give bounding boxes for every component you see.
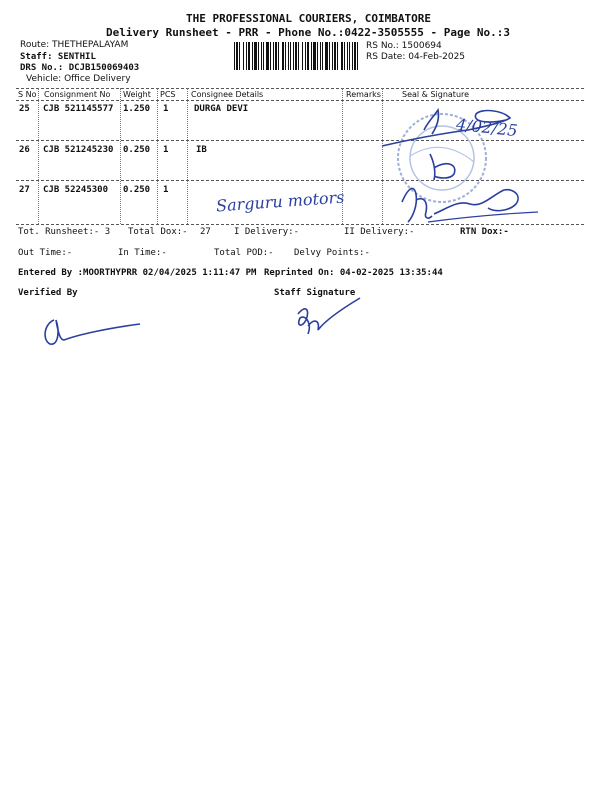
barcode-bar	[317, 42, 318, 70]
total-runsheet: Tot. Runsheet:- 3	[18, 227, 111, 237]
barcode-bar	[278, 42, 279, 70]
col-header-sno: S No	[18, 90, 37, 99]
column-rule	[157, 88, 158, 224]
verified-by-label: Verified By	[18, 288, 78, 298]
row-weight: 1.250	[123, 104, 151, 114]
total-pod-label: Total POD:-	[214, 248, 274, 258]
barcode-bar	[246, 42, 247, 70]
company-title: THE PROFESSIONAL COURIERS, COIMBATORE	[186, 12, 432, 25]
reprinted-on: Reprinted On: 04-02-2025 13:35:44	[264, 268, 443, 278]
total-dox-value: 27	[200, 227, 211, 237]
barcode-bar	[252, 42, 253, 70]
barcode-bar	[357, 42, 358, 70]
delvy-points-label: Delvy Points:-	[294, 248, 370, 258]
barcode-bar	[263, 42, 264, 70]
barcode-bar	[298, 42, 299, 70]
barcode-bar	[349, 42, 350, 70]
column-rule	[120, 88, 121, 224]
i-delivery-label: I Delivery:-	[234, 227, 300, 237]
recipient-signature-row27	[398, 178, 548, 228]
runsheet-subtitle: Delivery Runsheet - PRR - Phone No.:0422-3505555 - Page No.:3	[106, 26, 510, 39]
row-sno: 25	[19, 104, 30, 114]
staff-signature-mark	[290, 296, 380, 346]
barcode-bar	[293, 42, 294, 70]
barcode-bar	[307, 42, 309, 70]
row-consignment: CJB 521245230	[43, 145, 114, 155]
barcode-bar	[313, 42, 316, 70]
barcode-bar	[236, 42, 238, 70]
barcode-bar	[290, 42, 291, 70]
barcode-bar	[266, 42, 269, 70]
barcode-bar	[261, 42, 262, 70]
barcode-graphic	[234, 42, 360, 70]
barcode-bar	[295, 42, 297, 70]
barcode-bar	[311, 42, 312, 70]
col-header-consignee: Consignee Details	[191, 90, 264, 99]
out-time-label: Out Time:-	[18, 248, 73, 258]
ii-delivery-label: II Delivery:-	[344, 227, 415, 237]
row-pcs: 1	[163, 104, 169, 114]
barcode-bar	[273, 42, 274, 70]
row-consignment: CJB 521145577	[43, 104, 114, 114]
vehicle-label: Vehicle: Office Delivery	[26, 74, 131, 84]
barcode-bar	[239, 42, 240, 70]
barcode	[234, 42, 360, 70]
barcode-bar	[354, 42, 356, 70]
row-weight: 0.250	[123, 145, 151, 155]
barcode-bar	[344, 42, 345, 70]
barcode-bar	[320, 42, 321, 70]
row-sno: 27	[19, 185, 30, 195]
barcode-bar	[322, 42, 323, 70]
rtn-dox-label: RTN Dox:-	[460, 227, 509, 237]
barcode-bar	[352, 42, 353, 70]
rs-date: RS Date: 04-Feb-2025	[366, 52, 466, 62]
barcode-bar	[234, 42, 235, 70]
row-sno: 26	[19, 145, 30, 155]
row-weight: 0.250	[123, 185, 151, 195]
barcode-bar	[347, 42, 348, 70]
row-consignee: DURGA DEVI	[194, 104, 249, 114]
barcode-bar	[302, 42, 303, 70]
entered-by: Entered By :MOORTHYPRR 02/04/2025 1:11:47 PM	[18, 268, 257, 278]
handwritten-consignee-name: Sarguru motors	[215, 187, 345, 216]
staff-label: Staff: SENTHIL	[20, 52, 96, 62]
barcode-bar	[305, 42, 306, 70]
col-header-seal-signature: Seal & Signature	[402, 90, 470, 99]
barcode-bar	[329, 42, 330, 70]
route-label: Route: THETHEPALAYAM	[20, 40, 129, 50]
col-header-consignment: Consignment No	[44, 90, 111, 99]
barcode-bar	[248, 42, 250, 70]
barcode-bar	[254, 42, 257, 70]
in-time-label: In Time:-	[118, 248, 167, 258]
table-top-rule	[16, 88, 584, 89]
barcode-bar	[270, 42, 271, 70]
column-rule	[187, 88, 188, 224]
total-dox-label: Total Dox:-	[128, 227, 188, 237]
col-header-pcs: PCS	[160, 90, 176, 99]
barcode-bar	[275, 42, 277, 70]
row-consignee: IB	[196, 145, 207, 155]
barcode-bar	[282, 42, 284, 70]
verified-by-signature	[40, 310, 160, 350]
rs-number: RS No.: 1500694	[366, 41, 442, 51]
barcode-bar	[341, 42, 343, 70]
row-consignment: CJB 52245300	[43, 185, 109, 195]
barcode-bar	[288, 42, 289, 70]
row-pcs: 1	[163, 185, 169, 195]
col-header-remarks: Remarks	[346, 90, 381, 99]
barcode-bar	[243, 42, 244, 70]
barcode-bar	[334, 42, 336, 70]
barcode-bar	[332, 42, 333, 70]
col-header-weight: Weight	[123, 90, 151, 99]
row-pcs: 1	[163, 145, 169, 155]
handwritten-date: 4/02/25	[455, 114, 519, 141]
barcode-bar	[258, 42, 259, 70]
barcode-bar	[337, 42, 338, 70]
drs-number: DRS No.: DCJB150069403	[20, 63, 140, 73]
barcode-bar	[285, 42, 286, 70]
barcode-bar	[325, 42, 328, 70]
staff-signature-label: Staff Signature	[274, 288, 356, 298]
column-rule	[38, 88, 39, 224]
